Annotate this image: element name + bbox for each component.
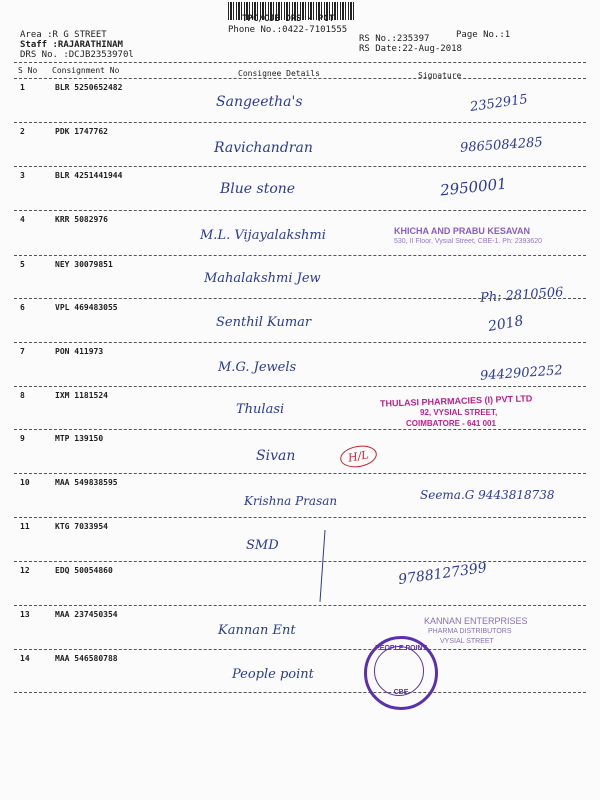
row-consignee: SMD [246, 538, 279, 553]
area-label: Area :R G STREET [20, 30, 107, 40]
row-consignee: Sangeetha's [216, 94, 303, 110]
row-consignment: IXM 1181524 [55, 391, 108, 400]
row-consignment: BLR 5250652482 [55, 83, 123, 92]
page-number: Page No.:1 [456, 30, 511, 40]
row-consignee: Ravichandran [214, 140, 313, 156]
row-consignee: Senthil Kumar [216, 315, 312, 330]
row-sno: 1 [20, 83, 25, 92]
staff-label: Staff :RAJARATHINAM [20, 40, 123, 50]
row-consignment: MAA 549838595 [55, 478, 118, 487]
row-consignee: People point [232, 667, 314, 682]
row-consignment: NEY 30079851 [55, 260, 113, 269]
pen-stroke [319, 530, 327, 602]
col-sno: S No [18, 66, 38, 75]
row-consignee: Mahalakshmi Jew [204, 271, 321, 286]
khicha-stamp-address: 530, II Floor, Vysial Street, CBE-1. Ph: 2393620 [394, 238, 542, 245]
row-consignee: M.G. Jewels [218, 360, 297, 375]
row-sno: 10 [20, 478, 30, 487]
row-signature: 9442902252 [479, 363, 564, 384]
row-sno: 9 [20, 434, 25, 443]
row-signature: 9788127399 [397, 559, 488, 589]
row-sno: 12 [20, 566, 30, 575]
row-consignee: Blue stone [220, 181, 296, 197]
kannan-stamp-name: KANNAN ENTERPRISES [424, 616, 528, 626]
row-consignee: Thulasi [236, 402, 285, 417]
row-consignment: BLR 4251441944 [55, 171, 123, 180]
row-consignee: Kannan Ent [218, 623, 296, 638]
row-sno: 11 [20, 522, 30, 531]
row-sno: 4 [20, 215, 25, 224]
kannan-stamp-line2: PHARMA DISTRIBUTORS [428, 628, 512, 635]
row-signature: 2018 [486, 313, 525, 335]
row-sno: 8 [20, 391, 25, 400]
row-consignment: PON 411973 [55, 347, 104, 356]
people-point-seal-city: CBE [393, 689, 409, 696]
row-sno: 3 [20, 171, 25, 180]
rs-date: RS Date:22-Aug-2018 [359, 44, 462, 54]
rs-number: RS No.:235397 [359, 34, 430, 44]
hl-mark: H/L [338, 443, 378, 470]
row-signature: Ph: 2810506 [479, 285, 564, 306]
row-signature: 2950001 [439, 174, 508, 200]
row-consignee: Krishna Prasan [244, 494, 338, 508]
row-sno: 6 [20, 303, 25, 312]
thulasi-stamp-city: COIMBATORE - 641 001 [406, 419, 496, 428]
row-sno: 5 [20, 260, 25, 269]
drs-number: DRS No. :DCJB2353970l [20, 50, 134, 60]
phone-number: Phone No.:0422-7101555 [228, 25, 348, 35]
row-signature: 9865084285 [459, 135, 544, 156]
col-signature: Signature [418, 71, 462, 80]
row-consignment: EDQ 50054860 [55, 566, 113, 575]
row-sno: 7 [20, 347, 25, 356]
row-consignment: VPL 469483055 [55, 303, 118, 312]
row-consignment: KRR 5082976 [55, 215, 108, 224]
row-consignee: Sivan [256, 448, 296, 464]
row-consignment: PDK 1747762 [55, 127, 108, 136]
row-consignment: KTG 7033954 [55, 522, 108, 531]
row-consignment: MAA 237450354 [55, 610, 118, 619]
row-consignee: M.L. Vijayalakshmi [200, 228, 326, 243]
col-consignment: Consignment No [52, 66, 120, 75]
row-sno: 2 [20, 127, 25, 136]
row-sno: 13 [20, 610, 30, 619]
sheet-title: TPC/CJB DRS - PCT [242, 14, 335, 24]
kannan-stamp-line3: VYSIAL STREET [440, 638, 494, 645]
row-consignment: MTP 139150 [55, 434, 104, 443]
col-consignee: Consignee Details [238, 69, 320, 78]
people-point-seal [364, 636, 438, 710]
thulasi-stamp-name: THULASI PHARMACIES (I) PVT LTD [379, 393, 533, 409]
people-point-seal-text: PEOPLE POINT [375, 645, 427, 652]
row-consignment: MAA 546580788 [55, 654, 118, 663]
row-sno: 14 [20, 654, 30, 663]
row-signature: 2352915 [469, 92, 529, 115]
thulasi-stamp-street: 92, VYSIAL STREET, [420, 408, 498, 417]
row-signature: Seema.G 9443818738 [420, 488, 555, 502]
khicha-stamp-name: KHICHA AND PRABU KESAVAN [394, 226, 531, 236]
